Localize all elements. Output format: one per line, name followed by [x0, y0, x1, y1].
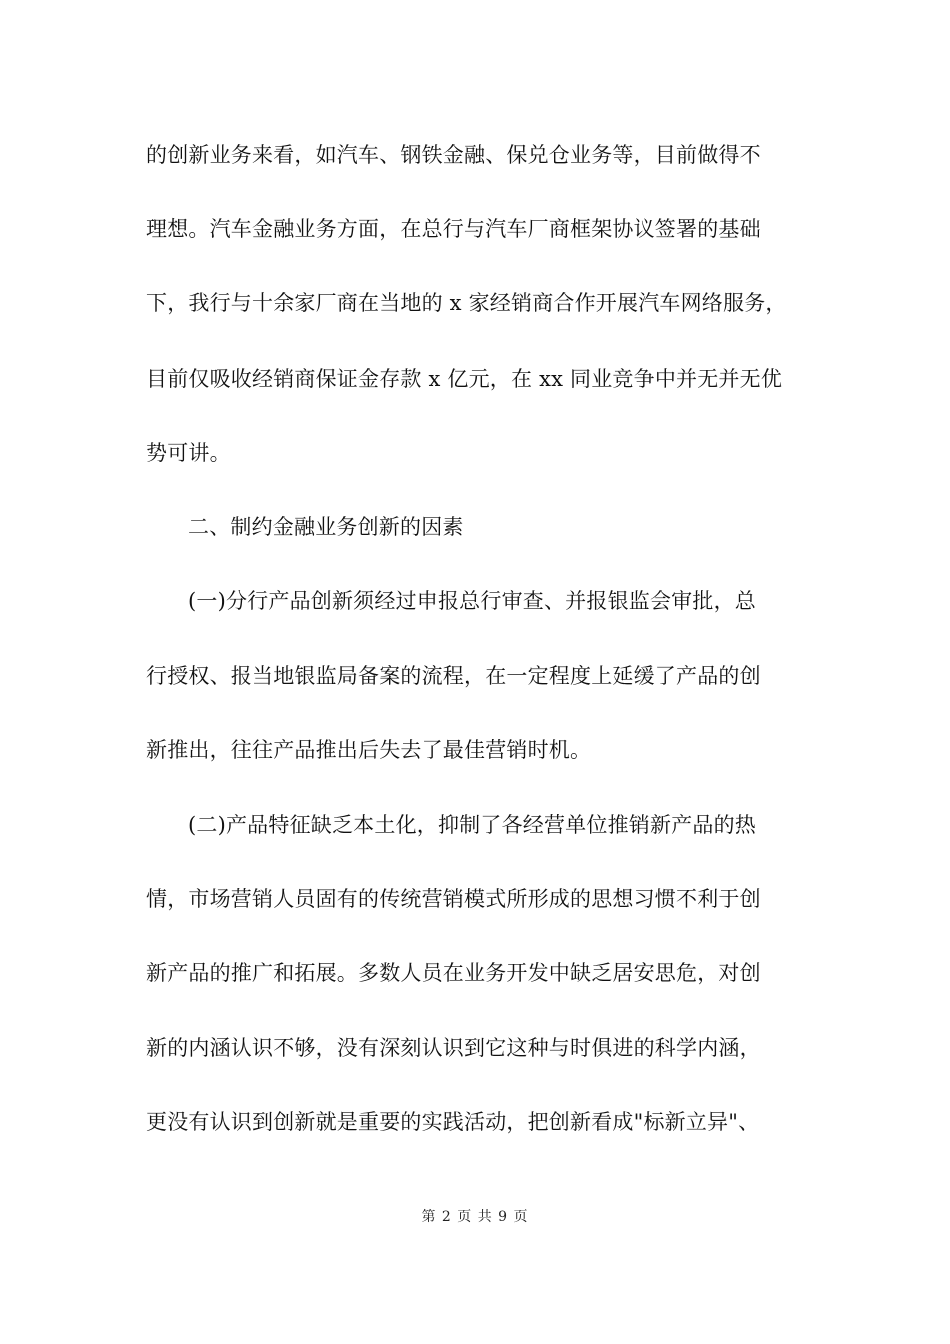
text-line-13: 新的内涵认识不够，没有深刻认识到它这种与时俱进的科学内涵， — [146, 1036, 761, 1060]
text-line-3: 下，我行与十余家厂商在当地的 x 家经销商合作开展汽车网络服务， — [146, 291, 787, 315]
text-line-1: 的创新业务来看，如汽车、钢铁金融、保兑仓业务等，目前做得不 — [146, 143, 761, 167]
text-line-10: (二)产品特征缺乏本土化，抑制了各经营单位推销新产品的热 — [188, 813, 756, 837]
text-line-5: 势可讲。 — [146, 441, 231, 465]
text-line-14: 更没有认识到创新就是重要的实践活动，把创新看成"标新立异"、 — [146, 1110, 760, 1134]
text-line-4: 目前仅吸收经销商保证金存款 x 亿元，在 xx 同业竞争中并无并无优 — [146, 367, 783, 391]
text-line-9: 新推出，往往产品推出后失去了最佳营销时机。 — [146, 738, 592, 762]
text-line-7: (一)分行产品创新须经过申报总行审查、并报银监会审批，总 — [188, 589, 756, 613]
text-line-2: 理想。汽车金融业务方面，在总行与汽车厂商框架协议签署的基础 — [146, 217, 761, 241]
text-line-11: 情，市场营销人员固有的传统营销模式所形成的思想习惯不利于创 — [146, 887, 761, 911]
text-line-12: 新产品的推广和拓展。多数人员在业务开发中缺乏居安思危，对创 — [146, 961, 761, 985]
page-number-footer: 第 2 页 共 9 页 — [421, 1209, 529, 1225]
section-heading: 二、制约金融业务创新的因素 — [188, 515, 464, 539]
text-line-8: 行授权、报当地银监局备案的流程，在一定程度上延缓了产品的创 — [146, 664, 761, 688]
